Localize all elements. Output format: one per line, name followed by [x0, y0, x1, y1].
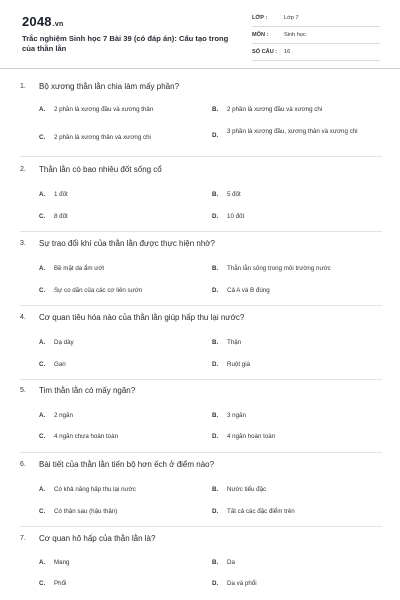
option-text: 1 đốt: [54, 191, 68, 198]
question-4: [20, 313, 382, 379]
option-text: Tất cả các đặc điểm trên: [227, 508, 295, 515]
option-letter: B.: [212, 486, 219, 493]
option-letter: B.: [212, 559, 219, 566]
question-divider: [20, 231, 382, 232]
option-letter: C.: [39, 134, 46, 141]
question-header: [20, 239, 382, 253]
question-header: [20, 313, 382, 327]
option-letter: D.: [212, 433, 219, 440]
option-letter: C.: [39, 287, 46, 294]
option-letter: D.: [212, 132, 219, 139]
question-number: 2.: [20, 166, 26, 173]
option-letter: C.: [39, 508, 46, 515]
question-number: 1.: [20, 83, 26, 90]
option-text: 2 phần là xương đầu và xương thân: [54, 106, 154, 113]
option-text: Thận: [227, 339, 242, 346]
question-divider: [20, 526, 382, 527]
option-text: Dạ dày: [54, 339, 74, 346]
option-letter: C.: [39, 361, 46, 368]
question-1: [20, 82, 382, 156]
option-letter: A.: [39, 106, 46, 113]
question-divider: [20, 156, 382, 157]
option-text: Mang: [54, 559, 70, 566]
logo-text: 2048: [22, 14, 52, 29]
option-text: Da: [227, 559, 235, 566]
option-text: Ruột già: [227, 361, 251, 368]
option-text: Thằn lằn sống trong môi trường nước: [227, 265, 331, 272]
option-letter: D.: [212, 361, 219, 368]
question-number: 4.: [20, 314, 26, 321]
quiz-meta: [252, 12, 380, 63]
option-text: 2 ngăn: [54, 412, 73, 419]
option-text: 4 ngăn chưa hoàn toàn: [54, 433, 119, 440]
option-letter: A.: [39, 559, 46, 566]
option-text: Có khả năng hấp thu lại nước: [54, 486, 136, 493]
option-letter: A.: [39, 191, 46, 198]
page-header: [0, 0, 400, 70]
header-divider: [0, 68, 400, 69]
question-header: [20, 386, 382, 400]
option-text: Nước tiểu đặc: [227, 486, 267, 493]
question-text: Bộ xương thằn lằn chia làm mấy phần?: [39, 82, 180, 91]
meta-row-count: [252, 46, 380, 61]
question-text: Bài tiết của thằn lằn tiến bộ hơn ếch ở điểm nào?: [39, 460, 215, 469]
question-3: [20, 239, 382, 305]
option-letter: A.: [39, 412, 46, 419]
meta-row-class: [252, 12, 380, 27]
option-text: 10 đốt: [227, 213, 245, 220]
question-header: [20, 534, 382, 548]
option-text: 3 phần là xương đầu, xương thân và xương chi: [227, 128, 358, 135]
option-text: 4 ngăn hoàn toàn: [227, 433, 276, 440]
question-number: 3.: [20, 240, 26, 247]
question-6: [20, 460, 382, 526]
question-5: [20, 386, 382, 452]
question-text: Cơ quan hô hấp của thằn lằn là?: [39, 534, 156, 543]
logo-suffix: .vn: [52, 21, 64, 28]
question-number: 5.: [20, 387, 26, 394]
option-text: 5 đốt: [227, 191, 241, 198]
meta-row-subject: [252, 29, 380, 44]
option-letter: D.: [212, 508, 219, 515]
option-text: 3 ngăn: [227, 412, 246, 419]
option-text: Bề mặt da ẩm ướt: [54, 265, 105, 272]
question-number: 7.: [20, 535, 26, 542]
option-letter: B.: [212, 191, 219, 198]
option-letter: B.: [212, 412, 219, 419]
option-letter: B.: [212, 339, 219, 346]
meta-label: MÔN :: [252, 32, 269, 38]
site-logo[interactable]: [22, 14, 63, 29]
option-text: Phổi: [54, 580, 67, 587]
question-2: [20, 165, 382, 231]
meta-value: Sinh học: [284, 32, 306, 38]
option-text: 2 phần là xương đầu và xương chi: [227, 106, 323, 113]
option-text: Sự co dãn của các cơ liên sườn: [54, 287, 143, 294]
question-text: Cơ quan tiêu hóa nào của thằn lằn giúp hấp thu lại nước?: [39, 313, 245, 322]
question-divider: [20, 305, 382, 306]
question-text: Tim thằn lằn có mấy ngăn?: [39, 386, 136, 395]
option-letter: D.: [212, 213, 219, 220]
question-7: [20, 534, 382, 594]
meta-label: LỚP :: [252, 15, 268, 21]
option-text: 8 đốt: [54, 213, 68, 220]
question-header: [20, 82, 382, 96]
option-text: Gan: [54, 361, 66, 368]
question-divider: [20, 452, 382, 453]
option-letter: C.: [39, 213, 46, 220]
option-letter: B.: [212, 265, 219, 272]
page-title: Trắc nghiệm Sinh học 7 Bài 39 (có đáp án): Cấu tạo trong của thằn lằn: [22, 34, 229, 53]
option-text: 2 phần là xương thân và xương chi: [54, 134, 151, 141]
question-text: Thằn lằn có bao nhiêu đốt sống cổ: [39, 165, 162, 174]
option-letter: D.: [212, 287, 219, 294]
question-header: [20, 460, 382, 474]
question-number: 6.: [20, 461, 26, 468]
option-letter: A.: [39, 265, 46, 272]
option-letter: A.: [39, 339, 46, 346]
option-letter: D.: [212, 580, 219, 587]
option-letter: A.: [39, 486, 46, 493]
meta-label: SỐ CÂU :: [252, 49, 278, 55]
option-text: Có thận sau (hậu thận): [54, 508, 118, 515]
option-letter: C.: [39, 580, 46, 587]
option-text: Cả A và B đúng: [227, 287, 270, 294]
option-letter: C.: [39, 433, 46, 440]
meta-value: 16: [284, 49, 291, 55]
question-divider: [20, 379, 382, 380]
option-text: Da và phổi: [227, 580, 257, 587]
meta-value: Lớp 7: [284, 15, 299, 21]
question-header: [20, 165, 382, 179]
question-text: Sự trao đổi khí của thằn lằn được thực hiện nhờ?: [39, 239, 215, 248]
option-letter: B.: [212, 106, 219, 113]
